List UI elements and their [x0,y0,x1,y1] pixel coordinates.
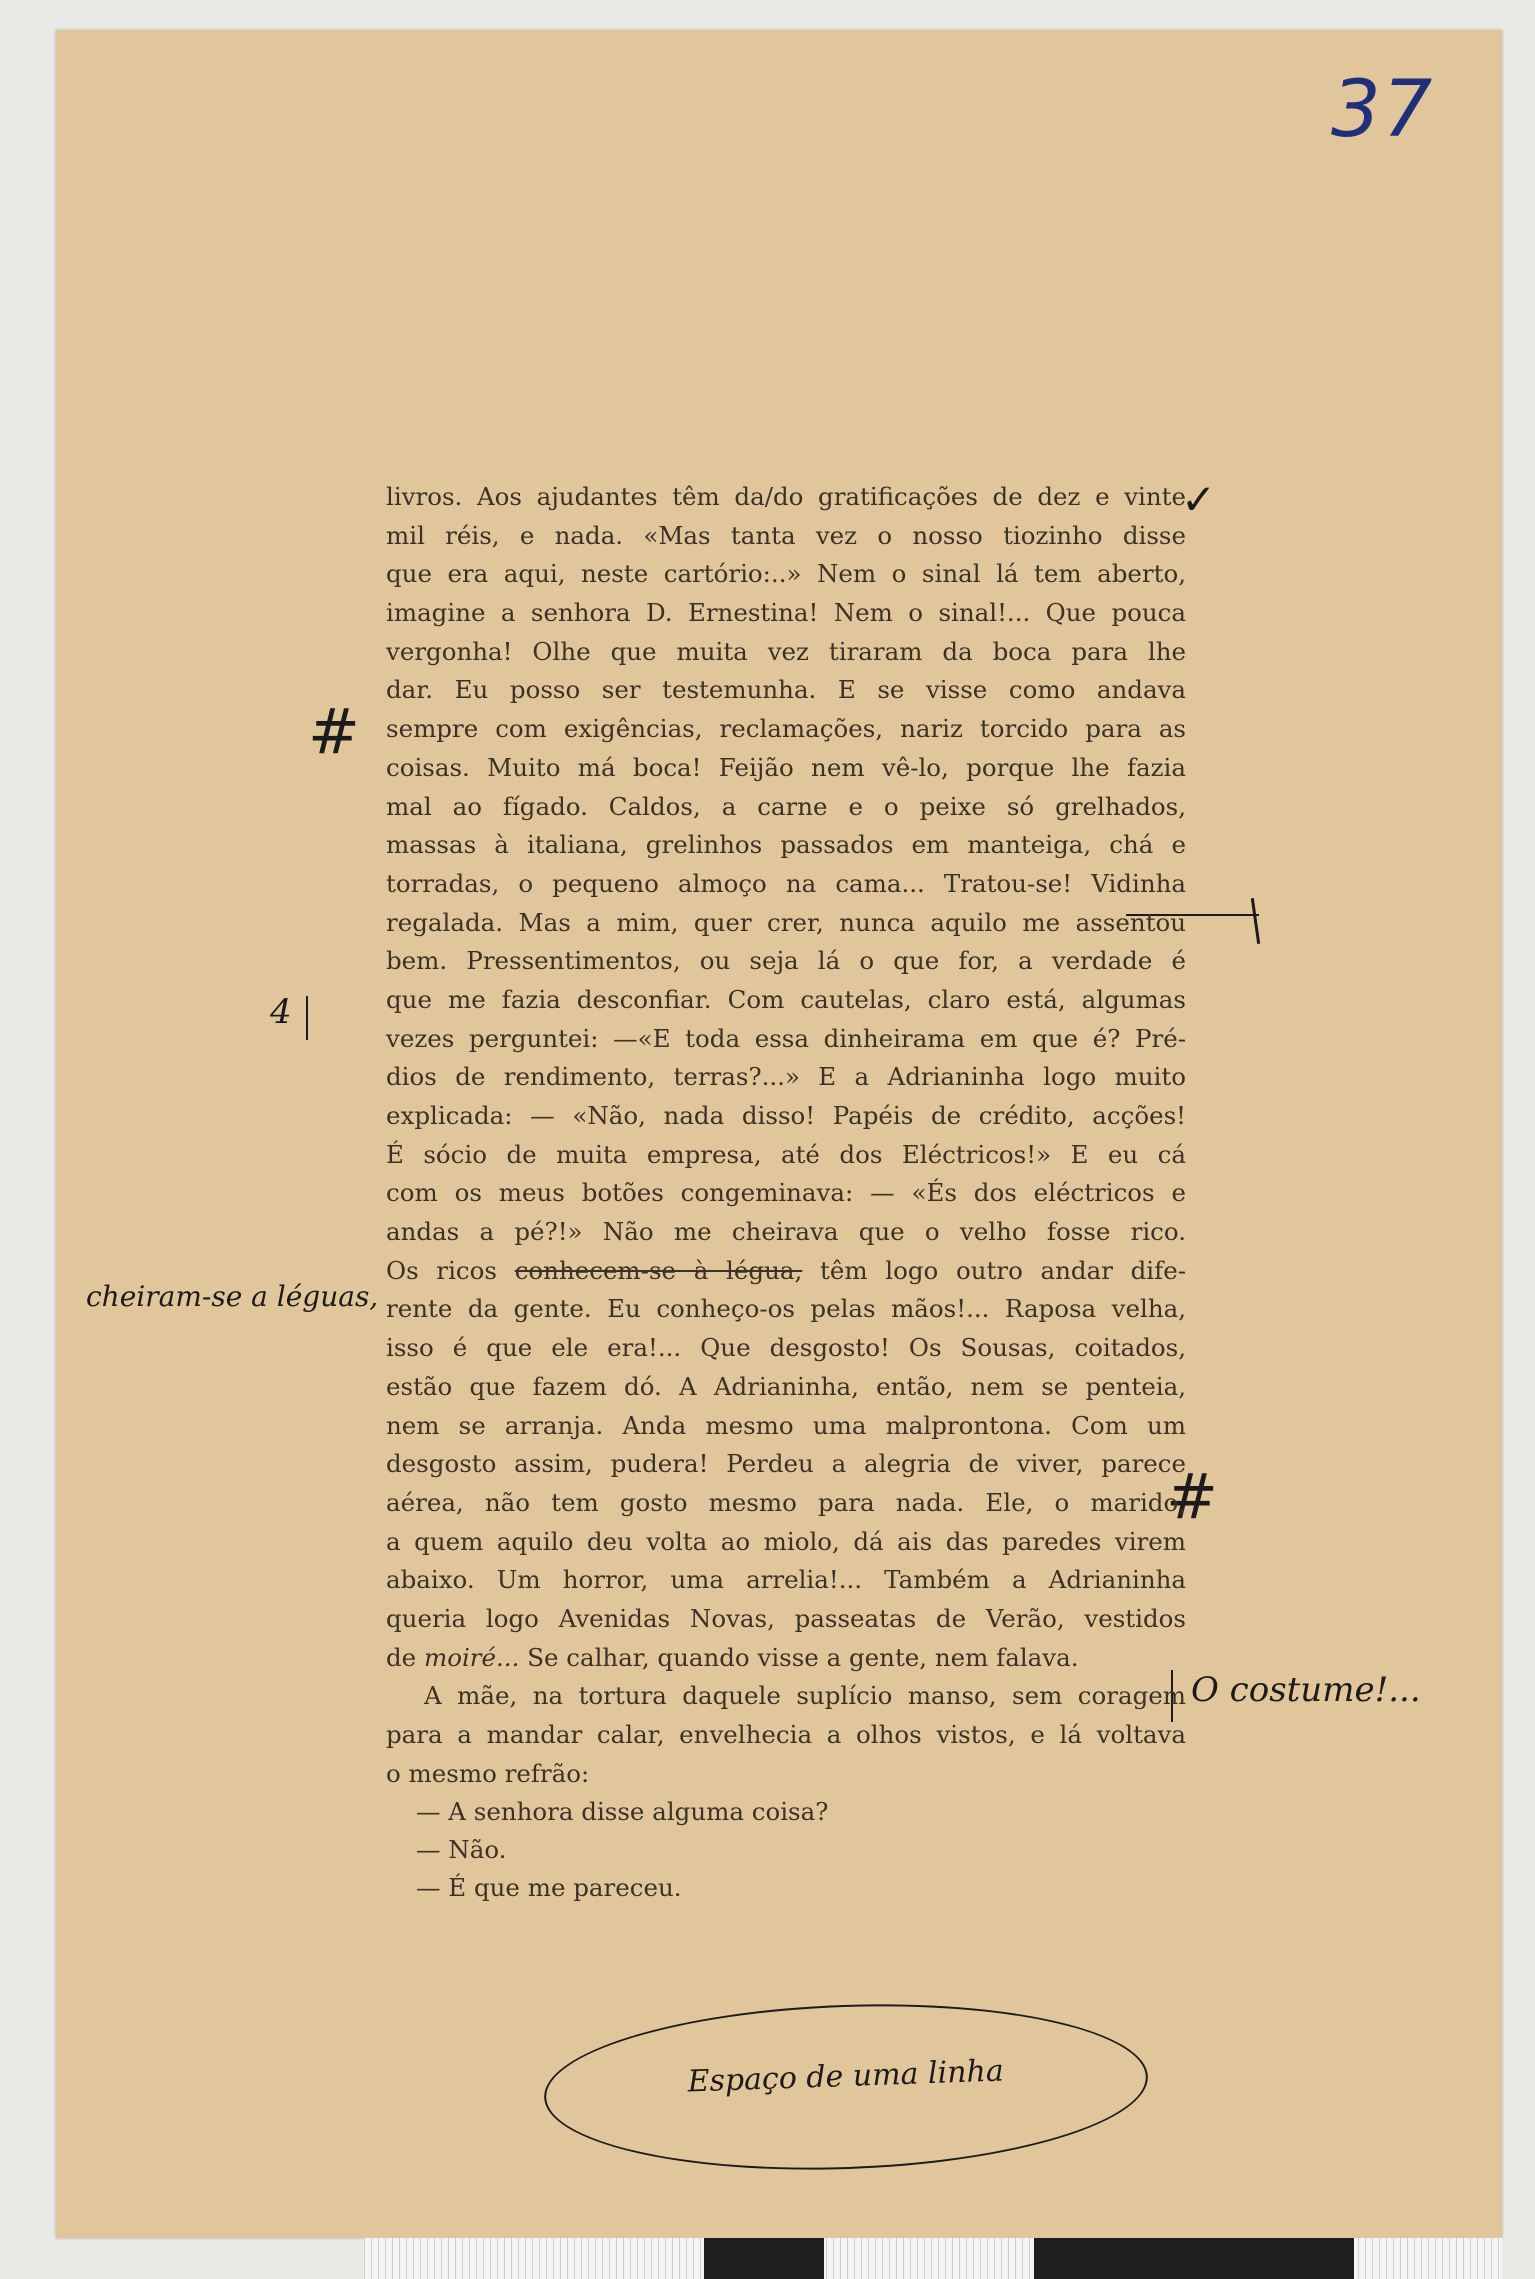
paragraph-line-3: o mesmo refrão: [386,1758,590,1788]
text-line-a-12: regalada. Mas a mim, quer crer, nunca aquilo me assentou [386,907,1186,937]
text-line-a-17: explicada: — «Não, nada disso! Papéis de crédito, acções! [386,1101,1186,1130]
moire-italic: moiré... [423,1642,520,1672]
paragraph-line-2: para a mandar calar, envelhecia a olhos vistos, e lá voltava [386,1720,1186,1749]
text-line-moire [386,1639,1186,1678]
text-line-a-10: massas à italiana, grelinhos passados em manteiga, chá e [386,830,1186,860]
cheiram-annotation: cheiram-se a léguas, [86,1280,379,1313]
struck-line-after: têm logo outro andar dife- [819,1255,1186,1285]
text-line-b-2: isso é que ele era!... Que desgosto! Os Sousas, coitados, [386,1333,1186,1363]
dialogue-line-1: — A senhora disse alguma coisa? [416,1797,829,1827]
text-line-a-13: bem. Pressentimentos, ou seja lá o que for, a verdade é [386,946,1186,976]
text-line-a-3: que era aqui, neste cartório:..» Nem o sinal lá tem aberto, [386,559,1186,589]
text-line-a-6: dar. Eu posso ser testemunha. E se visse como andava [386,675,1186,705]
manuscript-page [56,30,1502,2238]
check-mark-annotation: ✓ [1181,475,1217,524]
paragraph-line-1: A mãe, na tortura daquele suplício manso, sem coragem [424,1681,1186,1711]
costume-annotation: O costume!... [1191,1670,1421,1710]
paragraph-lines [386,1677,1186,1793]
scale-ruler [364,2238,1502,2279]
text-line-a-1: livros. Aos ajudantes têm da/do gratificações de dez e vinte [386,482,1186,511]
text-line-b-6: aérea, não tem gosto mesmo para nada. Ele, o marido, [386,1487,1186,1517]
text-line-a-18: É sócio de muita empresa, até dos Eléctricos!» E eu cá [386,1139,1186,1169]
moire-line-after: Se calhar, quando visse a gente, nem falava. [527,1642,1079,1672]
dialogue-line-3: — É que me pareceu. [416,1873,682,1903]
text-line-a-15: vezes perguntei: —«E toda essa dinheirama em que é? Pré- [386,1023,1186,1053]
text-line-a-14: que me fazia desconfiar. Com cautelas, claro está, algumas [386,984,1186,1014]
struck-line-before: Os ricos [386,1255,497,1285]
hash-mark-left: # [308,695,360,768]
text-line-a-2: mil réis, e nada. «Mas tanta vez o nosso tiozinho disse [386,520,1186,550]
text-lines-1 [386,478,1186,1252]
moire-line-before: de [386,1642,417,1672]
insertion-tick-right [1251,898,1260,944]
text-line-a-20: andas a pé?!» Não me cheirava que o velho fosse rico. [386,1217,1186,1247]
struck-text: conhecem-se à légua, [514,1255,803,1285]
text-line-a-19: com os meus botões congeminava: — «És dos eléctricos e [386,1178,1186,1208]
spacing-note-oval [541,1995,1150,2180]
text-line-struck [386,1252,1186,1291]
text-line-b-5: desgosto assim, pudera! Perdeu a alegria de viver, parece [386,1449,1186,1479]
body-text [386,478,1186,1907]
number-four-annotation: 4 [270,992,292,1032]
hash-mark-right: # [1166,1460,1218,1533]
text-line-b-8: abaixo. Um horror, uma arrelia!... Também a Adrianinha [386,1565,1186,1595]
text-line-a-9: mal ao fígado. Caldos, a carne e o peixe só grelhados, [386,791,1186,821]
ruler-block-1 [704,2238,824,2279]
text-line-b-9: queria logo Avenidas Novas, passeatas de Verão, vestidos [386,1603,1186,1633]
text-line-b-7: a quem aquilo deu volta ao miolo, dá ais das paredes virem [386,1526,1186,1556]
text-line-a-4: imagine a senhora D. Ernestina! Nem o sinal!... Que pouca [386,598,1186,628]
dialogue-line-2: — Não. [416,1835,507,1865]
text-lines-2 [386,1290,1186,1638]
text-line-a-5: vergonha! Olhe que muita vez tiraram da boca para lhe [386,636,1186,666]
spacing-note-text: Espaço de uma linha [687,2053,1005,2100]
page-number: 37 [1331,65,1435,155]
text-line-a-8: coisas. Muito má boca! Feijão nem vê-lo, porque lhe fazia [386,752,1186,782]
bracket-left-4 [306,996,308,1040]
text-line-b-1: rente da gente. Eu conheço-os pelas mãos!... Raposa velha, [386,1294,1186,1324]
text-line-a-7: sempre com exigências, reclamações, nariz torcido para as [386,714,1186,744]
text-line-a-11: torradas, o pequeno almoço na cama... Tratou-se! Vidinha [386,868,1186,898]
text-line-a-16: dios de rendimento, terras?...» E a Adrianinha logo muito [386,1062,1186,1092]
ruler-block-2 [1034,2238,1354,2279]
text-line-b-3: estão que fazem dó. A Adrianinha, então, nem se penteia, [386,1371,1186,1401]
dialogue-lines [386,1793,1186,1907]
text-line-b-4: nem se arranja. Anda mesmo uma malprontona. Com um [386,1410,1186,1440]
